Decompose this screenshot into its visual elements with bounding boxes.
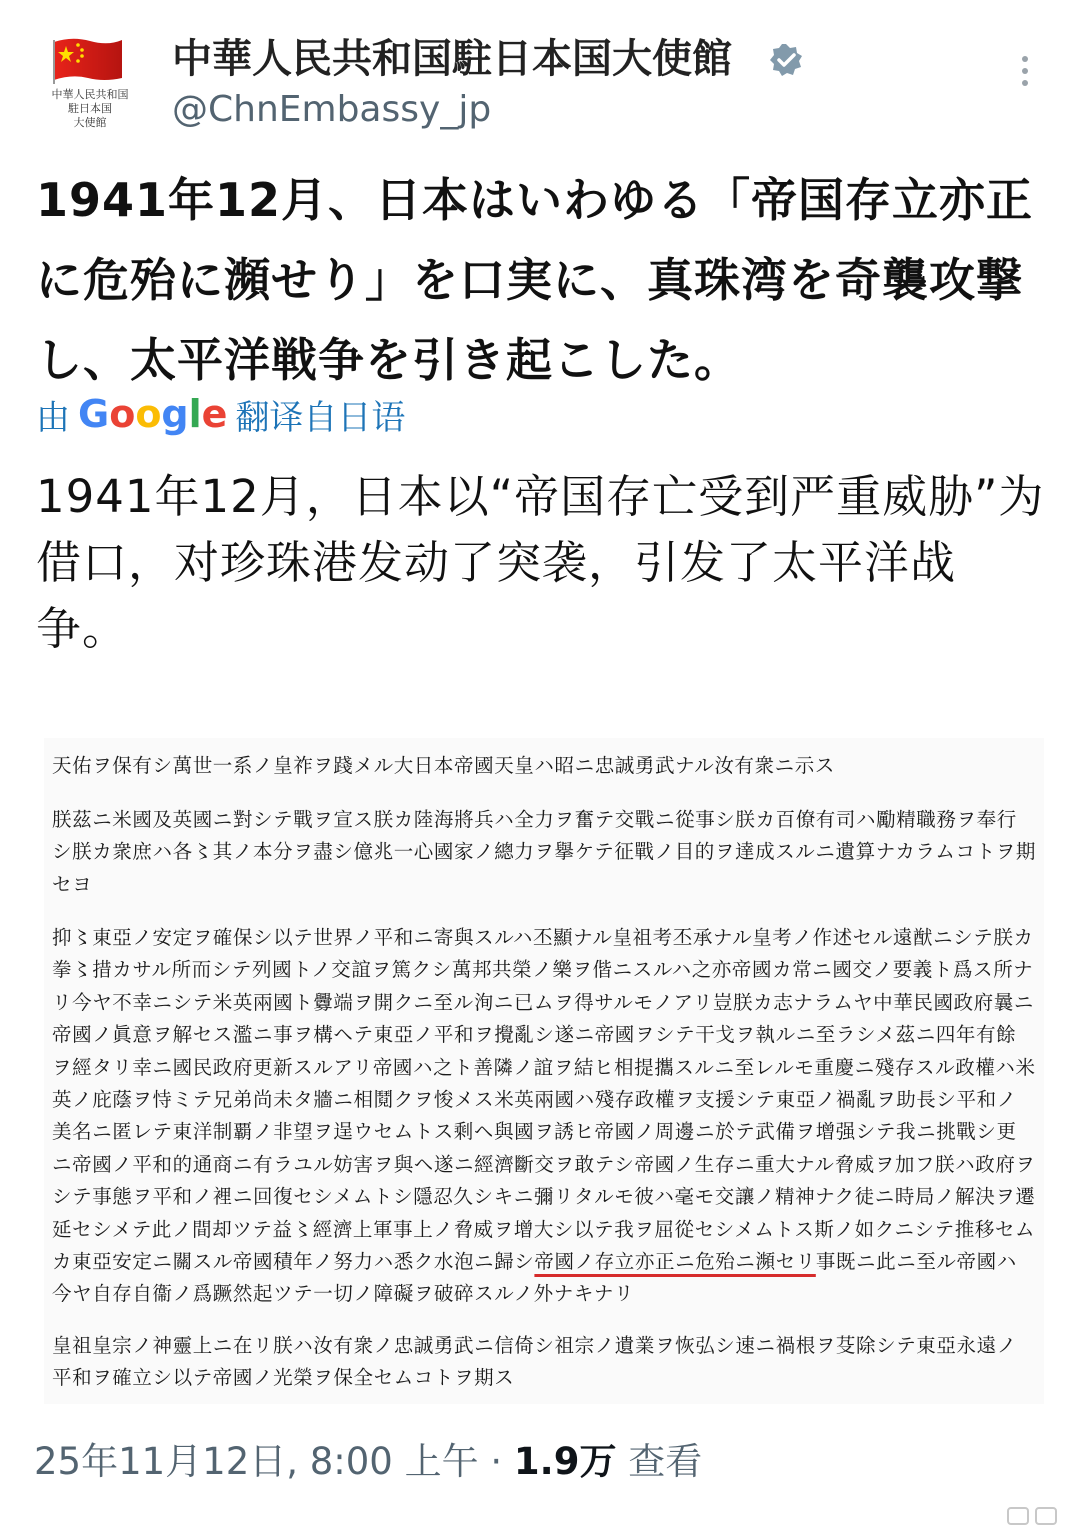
highlighted-phrase: 帝國ノ存立亦正ニ危殆ニ瀕セリ — [534, 1250, 816, 1274]
more-vertical-icon[interactable] — [1018, 56, 1032, 96]
views-count: 1.9万 — [513, 1440, 617, 1483]
views-label: 查看 — [628, 1440, 703, 1483]
avatar-caption: 中華人民共和国 駐日本国 大使館 — [51, 88, 129, 129]
doc-text: 抑〻東亞ノ安定ヲ確保シ以テ世界ノ平和ニ寄與スルハ丕顯ナル皇祖考丕承ナル皇考ノ作述セル遠猷ニシテ朕カ拳〻措カサル所而シテ列國トノ交誼ヲ篤クシ萬邦共榮ノ樂ヲ偕ニスルハ之亦帝國カ常ニ國交ノ要義ト爲ス所ナリ今ヤ不幸ニシテ米英兩國ト釁端ヲ開クニ至ル洵ニ已ムヲ得サルモノアリ豈朕カ志ナラムヤ中華民國政府曩ニ帝國ノ眞意ヲ解セス濫ニ事ヲ構ヘテ東亞ノ平和ヲ攪亂シ遂ニ帝國ヲシテ干戈ヲ執ルニ至ラシメ茲ニ四年有餘ヲ經タリ幸ニ國民政府更新スルアリ帝國ハ之ト善隣ノ誼ヲ結ヒ相提攜スルニ至レルモ重慶ニ殘存スル政權ハ米英ノ庇蔭ヲ恃ミテ兄弟尚未タ牆ニ相鬩クヲ悛メス米英兩國ハ殘存政權ヲ支援シテ東亞ノ禍亂ヲ助長シ平和ノ美名ニ匿レテ東洋制覇ノ非望ヲ逞ウセムトス剩ヘ與國ヲ誘ヒ帝國ノ周邊ニ於テ武備ヲ增强シテ我ニ挑戰シ更ニ帝國ノ平和的通商ニ有ラユル妨害ヲ與ヘ遂ニ經濟斷交ヲ敢テシ帝國ノ生存ニ重大ナル脅威ヲ加フ朕ハ政府ヲシテ事態ヲ平和ノ裡ニ回復セシメムトシ隱忍久シキニ彌リタルモ彼ハ毫モ交讓ノ精神ナク徒ニ時局ノ解決ヲ遷延セシメテ此ノ間却ツテ益〻經濟上軍事上ノ脅威ヲ增大シ以テ我ヲ屈從セシメムトス斯ノ如クニシテ推移セムカ東亞安定ニ關スル帝國積年ノ努力ハ悉ク水泡ニ歸シ — [52, 926, 1036, 1274]
doc-paragraph: 朕茲ニ米國及英國ニ對シテ戰ヲ宣ス朕カ陸海將兵ハ全力ヲ奮テ交戰ニ從事シ朕カ百僚有司ハ勵精職務ヲ奉行シ朕カ衆庶ハ各〻其ノ本分ヲ盡シ億兆一心國家ノ總力ヲ擧ケテ征戰ノ目的ヲ達成スルニ遺算ナカラムコトヲ期セヨ — [52, 808, 1036, 896]
attached-image-document[interactable] — [44, 738, 1044, 1404]
verified-badge-icon — [768, 42, 804, 78]
translated-text: 1941年12月，日本以“帝国存亡受到严重威胁”为借口，对珍珠港发动了突袭，引发了太平洋战争。 — [36, 470, 1045, 655]
doc-paragraph — [44, 922, 1044, 1311]
doc-text: 事既ニ此ニ至ル帝國ハ今ヤ自存自衞ノ爲蹶然起ツテ一切ノ障礙ヲ破碎スルノ外ナキナリ — [52, 1250, 1017, 1306]
account-handle[interactable]: @ChnEmbassy_jp — [172, 89, 492, 130]
avatar[interactable] — [38, 34, 142, 138]
account-name[interactable]: 中華人民共和国駐日本国大使館 — [172, 36, 732, 82]
china-flag-icon — [52, 36, 124, 84]
google-logo: Google — [78, 392, 228, 436]
doc-paragraph: 皇祖皇宗ノ神靈上ニ在リ朕ハ汝有衆ノ忠誠勇武ニ信倚シ祖宗ノ遺業ヲ恢弘シ速ニ禍根ヲ芟除シテ東亞永遠ノ平和ヲ確立シ以テ帝國ノ光榮ヲ保全セムコトヲ期ス — [52, 1334, 1017, 1390]
translate-suffix: 翻译自日语 — [235, 397, 406, 438]
tweet-header — [0, 0, 1080, 150]
tweet-meta — [34, 1438, 702, 1486]
tweet-text: 1941年12月、日本はいわゆる「帝国存立亦正に危殆に瀕せり」を口実に、真珠湾を奇襲攻撃し、太平洋戦争を引き起こした。 — [36, 173, 1034, 387]
translate-prefix: 由 — [36, 397, 70, 438]
timestamp[interactable]: 25年11月12日, 8:00 上午 · — [34, 1440, 503, 1483]
watermark-icon — [1004, 1502, 1064, 1532]
doc-paragraph: 天佑ヲ保有シ萬世一系ノ皇祚ヲ踐メル大日本帝國天皇ハ昭ニ忠誠勇武ナル汝有衆ニ示ス — [52, 754, 835, 777]
translation-attribution[interactable] — [36, 386, 405, 442]
